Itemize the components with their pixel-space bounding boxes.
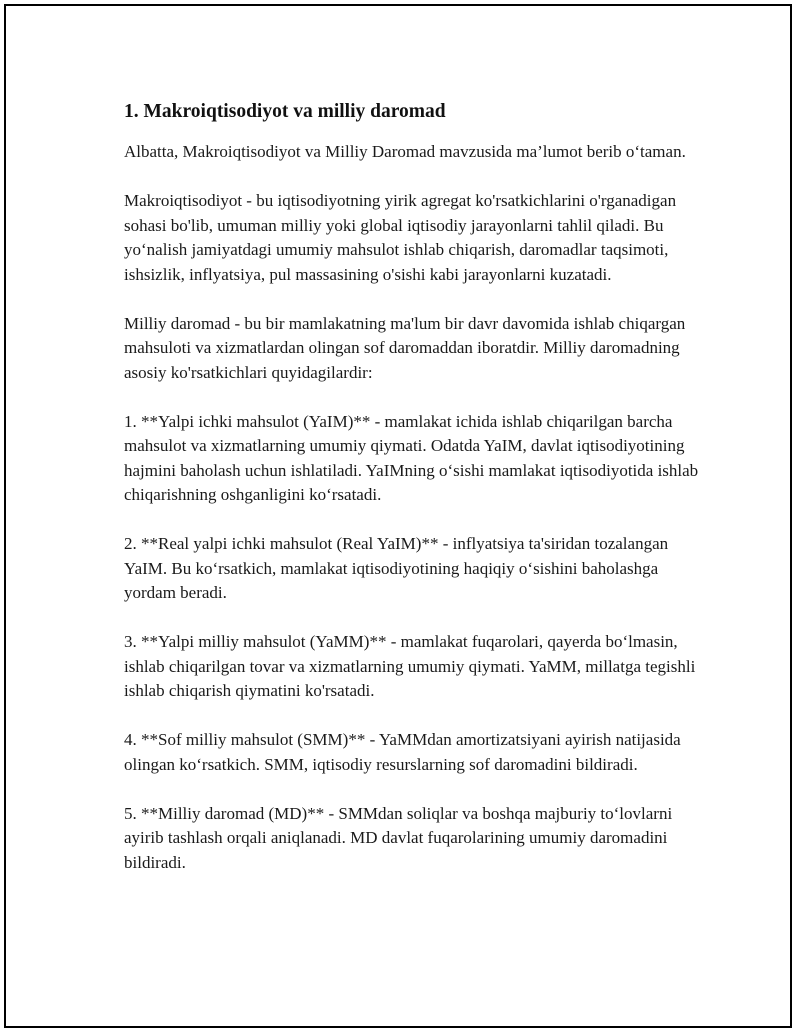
list-item-nnp: 4. **Sof milliy mahsulot (SMM)** - YaMMdan amortizatsiyani ayirish natijasida olingan ko‘rsatkich. SMM, iqtisodiy resurslarning sof daromadini bildiradi.: [124, 730, 681, 774]
list-item-gdp: 1. **Yalpi ichki mahsulot (YaIM)** - mamlakat ichida ishlab chiqarilgan barcha mahsulot va xizmatlarning umumiy qiymati. Odatda YaIM, davlat iqtisodiyotining hajmini baholash uchun ishlatiladi. YaIMning o‘sishi mamlakat iqtisodiyotida ishlab chiqarishning oshganligini ko‘rsatadi.: [124, 411, 699, 504]
paragraph-intro: Albatta, Makroiqtisodiyot va Milliy Daromad mavzusida ma’lumot berib o‘taman.: [124, 142, 686, 161]
page-frame: [4, 4, 792, 1028]
list-item-gnp: 3. **Yalpi milliy mahsulot (YaMM)** - mamlakat fuqarolari, qayerda bo‘lmasin, ishlab chiqarilgan tovar va xizmatlarning umumiy qiymati. YaMM, millatga tegishli ishlab chiqarish qiymatini ko'rsatadi.: [124, 632, 696, 700]
paragraph-national-income: Milliy daromad - bu bir mamlakatning ma'lum bir davr davomida ishlab chiqargan mahsuloti va xizmatlardan olingan sof daromaddan iboratdir. Milliy daromadning asosiy ko'rsatkichlari quyidagilardir:: [124, 313, 686, 382]
paragraph-macroeconomics: Makroiqtisodiyot - bu iqtisodiyotning yirik agregat ko'rsatkichlarini o'rganadigan sohasi bo'lib, umuman milliy yoki global iqtisodiy jarayonlarni tahlil qiladi. Bu yo‘nalish jamiyatdagi umumiy mahsulot ishlab chiqarish, daromadlar taqsimoti, ishsizlik, inflyatsiya, pul massasining o'sishi kabi jarayonlarni kuzatadi.: [124, 191, 677, 284]
list-item-national-income: 5. **Milliy daromad (MD)** - SMMdan soliqlar va boshqa majburiy to‘lovlarni ayirib tashlash orqali aniqlanadi. MD davlat fuqarolarining umumiy daromadini bildiradi.: [124, 803, 673, 872]
section-heading: 1. Makroiqtisodiyot va milliy daromad: [124, 101, 446, 122]
list-item-real-gdp: 2. **Real yalpi ichki mahsulot (Real YaIM)** - inflyatsiya ta'siridan tozalangan YaIM. Bu ko‘rsatkich, mamlakat iqtisodiyotining haqiqiy o‘sishini baholashga yordam beradi.: [124, 534, 669, 602]
document-body: [124, 98, 704, 900]
